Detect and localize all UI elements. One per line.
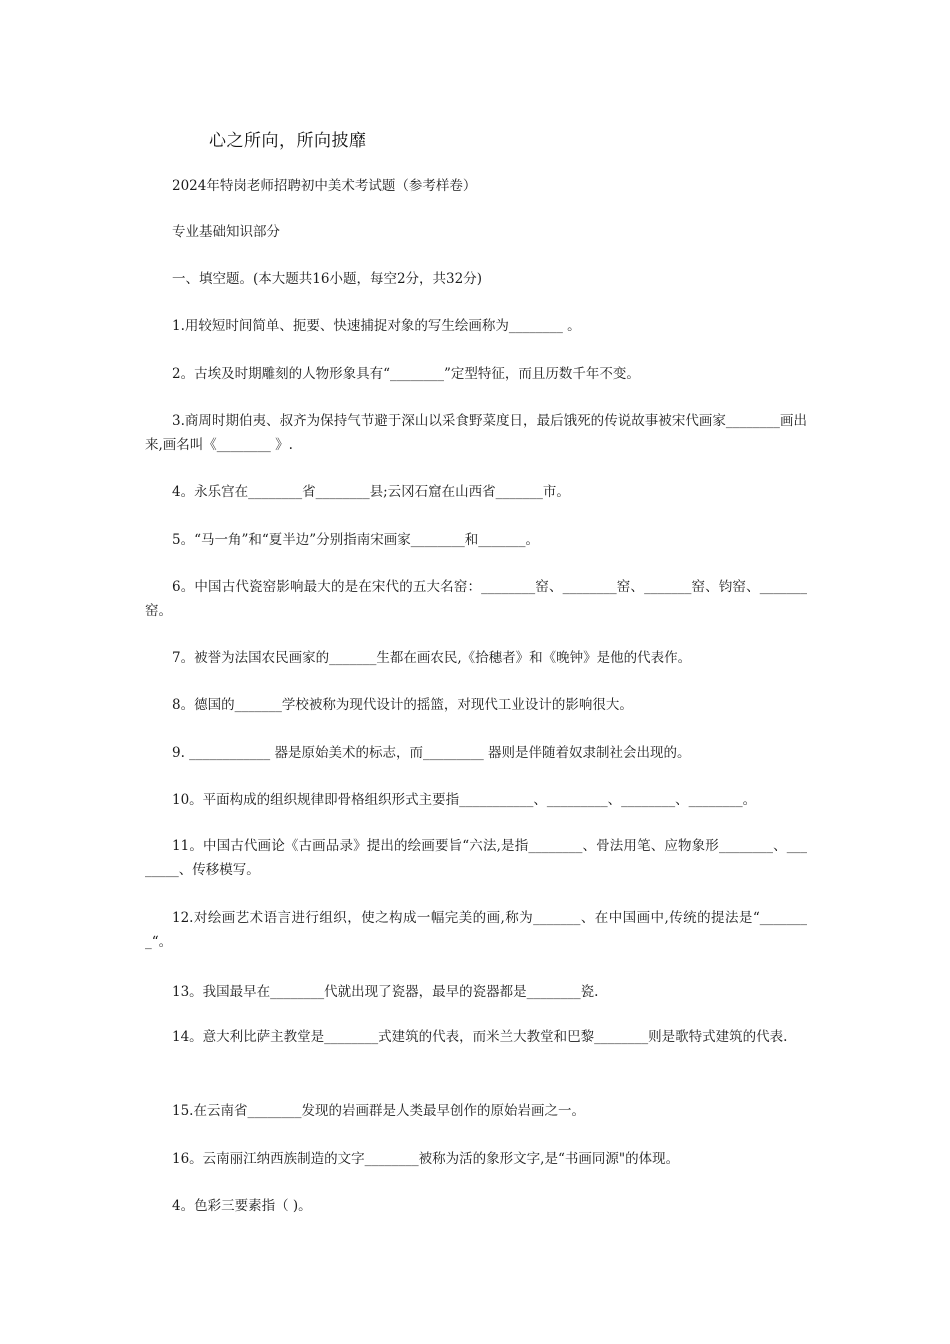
section-title: 专业基础知识部分 [172, 224, 280, 240]
question-color-elements: 4。色彩三要素指（ )。 [172, 1198, 312, 1214]
question-16: 16。云南丽江纳西族制造的文字________被称为活的象形文字,是“书画同源"的体现。 [172, 1151, 680, 1167]
question-13: 13。我国最早在________代就出现了瓷器，最早的瓷器都是________瓷. [172, 984, 599, 1000]
question-8: 8。德国的_______学校被称为现代设计的摇篮，对现代工业设计的影响很大。 [172, 697, 633, 713]
question-1: 1.用较短时间简单、扼要、快速捕捉对象的写生绘画称为________ 。 [172, 318, 581, 334]
page-motto: 心之所向，所向披靡 [209, 131, 367, 151]
question-11: 11。中国古代画论《古画品录》提出的绘画要旨“六法,是指________、骨法用笔、应物象形________、________、传移模写。 [145, 838, 807, 878]
question-9: 9. ____________ 器是原始美术的标志，而_________ 器则是伴随着奴隶制社会出现的。 [172, 745, 691, 761]
exam-title: 2024年特岗老师招聘初中美术考试题（参考样卷） [172, 178, 477, 194]
question-10: 10。平面构成的组织规律即骨格组织形式主要指___________、_________、________、________。 [172, 792, 757, 808]
question-15: 15.在云南省________发现的岩画群是人类最早创作的原始岩画之一。 [172, 1103, 585, 1119]
question-12: 12.对绘画艺术语言进行组织，使之构成一幅完美的画,称为_______、在中国画中,传统的提法是“________“。 [145, 910, 807, 950]
question-14: 14。意大利比萨主教堂是________式建筑的代表，而米兰大教堂和巴黎________则是歌特式建筑的代表. [172, 1029, 788, 1045]
question-5: 5。“马一角”和“夏半边”分别指南宋画家________和_______。 [172, 532, 539, 548]
part-heading: 一、填空题。(本大题共16小题，每空2分，共32分) [172, 271, 482, 287]
question-3: 3.商周时期伯夷、叔齐为保持气节避于深山以采食野菜度日，最后饿死的传说故事被宋代画家________画出来,画名叫《________ 》. [145, 413, 807, 453]
question-2: 2。古埃及时期雕刻的人物形象具有“________”定型特征，而且历数千年不变。 [172, 366, 640, 382]
question-6: 6。中国古代瓷窑影响最大的是在宋代的五大名窑：________窑、________窑、_______窑、钧窑、_______窑。 [145, 579, 807, 619]
question-4: 4。永乐宫在________省________县;云冈石窟在山西省_______市。 [172, 484, 570, 500]
question-7: 7。被誉为法国农民画家的_______生都在画农民,《拾穗者》和《晚钟》是他的代表作。 [172, 650, 692, 666]
